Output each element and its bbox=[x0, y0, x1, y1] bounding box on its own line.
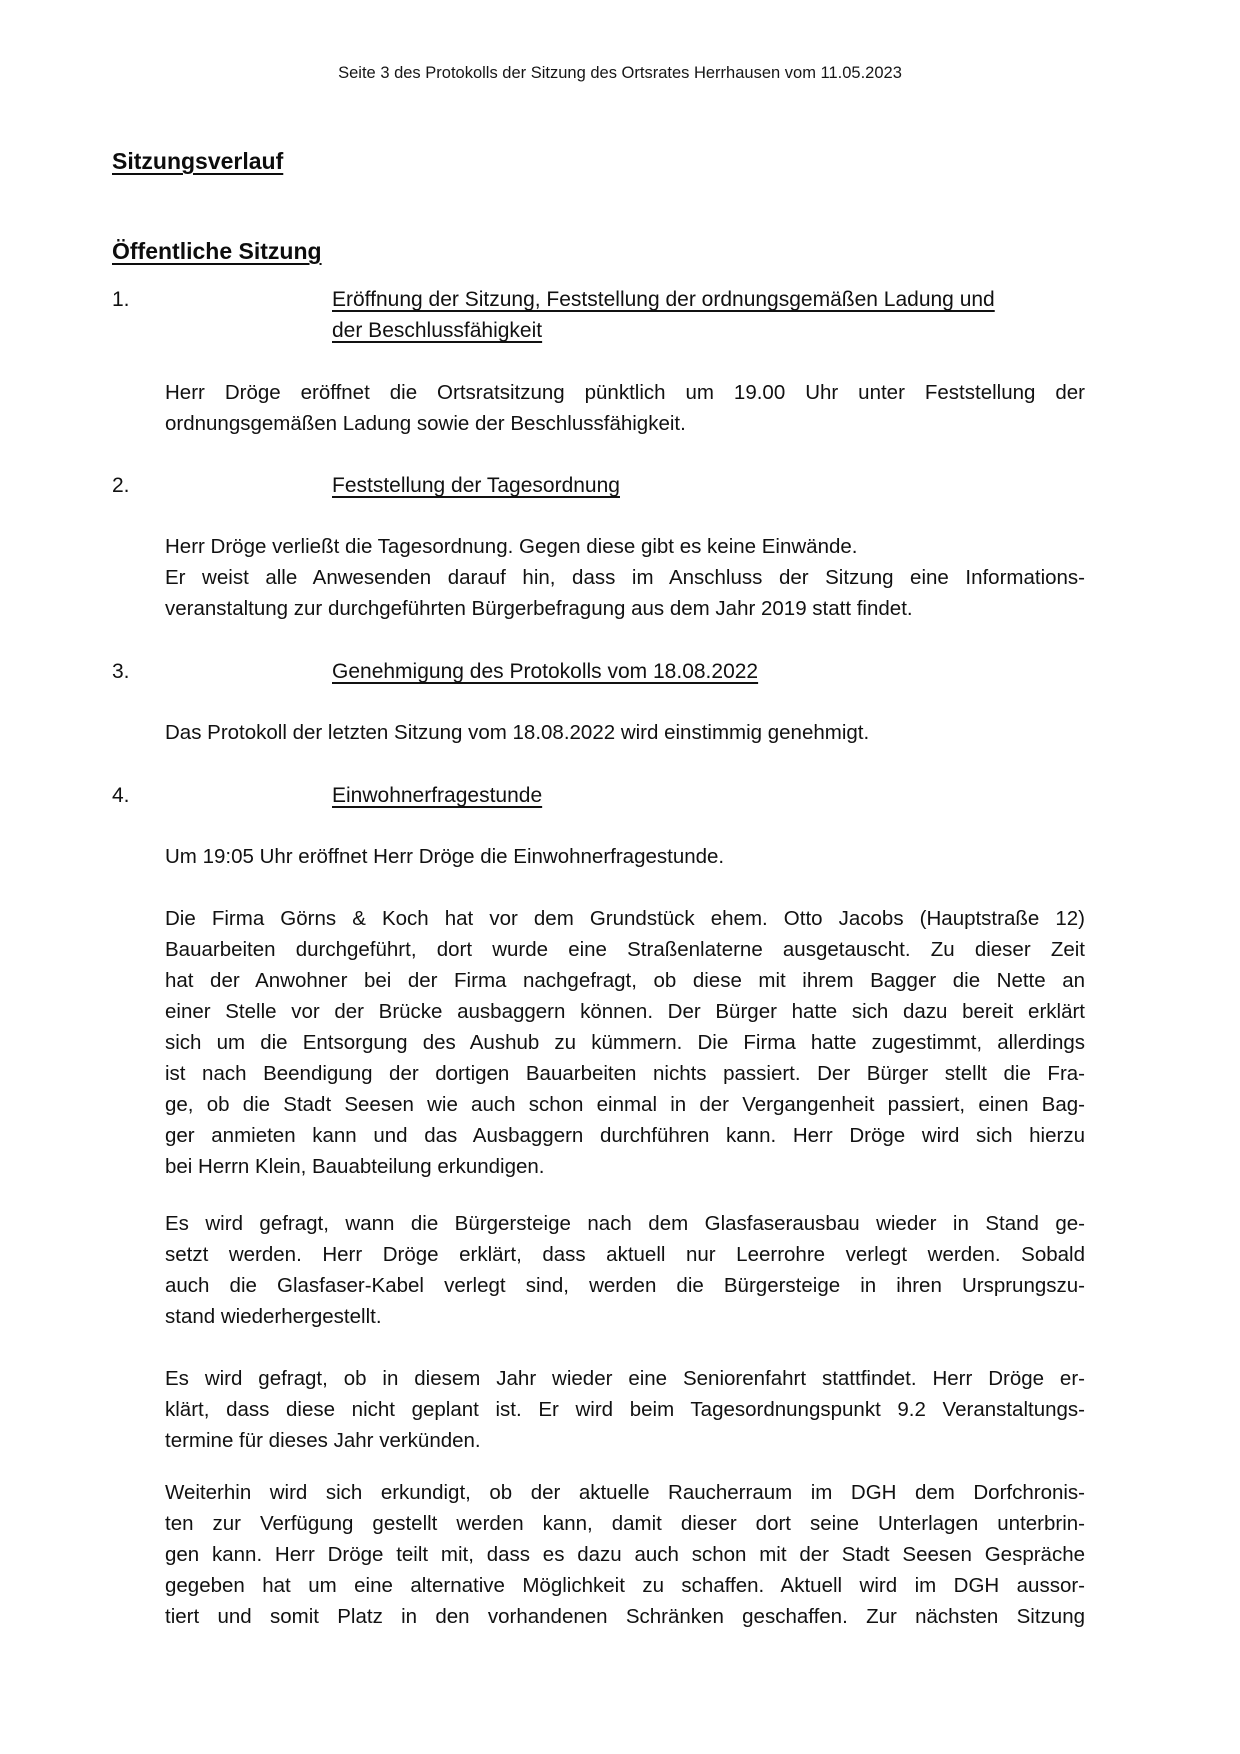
text-line: ten zur Verfügung gestellt werden kann, damit dieser dort seine Unterlagen unterbrin- bbox=[165, 1512, 1085, 1535]
agenda-item-1-title bbox=[332, 284, 1085, 346]
agenda-item-3-title bbox=[332, 656, 1085, 687]
agenda-item-4-number: 4. bbox=[112, 784, 130, 807]
text-line: stand wiederhergestellt. bbox=[165, 1305, 382, 1328]
text-line: termine für dieses Jahr verkünden. bbox=[165, 1429, 481, 1452]
agenda-item-2 bbox=[112, 470, 1085, 501]
agenda-item-1-paragraph-1 bbox=[165, 377, 1085, 439]
text-line: Weiterhin wird sich erkundigt, ob der aktuelle Raucherraum im DGH dem Dorfchronis- bbox=[165, 1481, 1085, 1504]
text-line: Feststellung der Tagesordnung bbox=[332, 474, 620, 497]
agenda-item-4-paragraph-5 bbox=[165, 1477, 1085, 1632]
text-line: Um 19:05 Uhr eröffnet Herr Dröge die Einwohnerfragestunde. bbox=[165, 845, 725, 868]
text-line: Das Protokoll der letzten Sitzung vom 18.08.2022 wird einstimmig genehmigt. bbox=[165, 721, 870, 744]
text-line: tiert und somit Platz in den vorhandenen Schränken geschaffen. Zur nächsten Sitzung bbox=[165, 1605, 1085, 1628]
text-line: Bauarbeiten durchgeführt, dort wurde eine Straßenlaterne ausgetauscht. Zu dieser Zeit bbox=[165, 938, 1085, 961]
text-line: bei Herrn Klein, Bauabteilung erkundigen. bbox=[165, 1155, 545, 1178]
agenda-item-4-paragraph-2 bbox=[165, 903, 1085, 1182]
agenda-item-3-number: 3. bbox=[112, 660, 130, 683]
text-line: sich um die Entsorgung des Aushub zu kümmern. Die Firma hatte zugestimmt, allerdings bbox=[165, 1031, 1085, 1054]
text-line: Es wird gefragt, ob in diesem Jahr wieder eine Seniorenfahrt stattfindet. Herr Dröge er- bbox=[165, 1367, 1085, 1390]
text-line: ge, ob die Stadt Seesen wie auch schon einmal in der Vergangenheit passiert, einen Bag- bbox=[165, 1093, 1085, 1116]
text-line: ist nach Beendigung der dortigen Bauarbeiten nichts passiert. Der Bürger stellt die Fra- bbox=[165, 1062, 1085, 1085]
agenda-item-1-number: 1. bbox=[112, 288, 130, 311]
section-title-oeffentliche-sitzung: Öffentliche Sitzung bbox=[112, 238, 322, 264]
text-line: auch die Glasfaser-Kabel verlegt sind, werden die Bürgersteige in ihren Ursprungszu- bbox=[165, 1274, 1085, 1297]
section-title-sitzungsverlauf: Sitzungsverlauf bbox=[112, 148, 284, 174]
agenda-item-1 bbox=[112, 284, 1085, 346]
agenda-item-4-paragraph-1 bbox=[165, 841, 1085, 872]
agenda-item-2-paragraph-1 bbox=[165, 531, 1085, 624]
text-line: ger anmieten kann und das Ausbaggern durchführen kann. Herr Dröge wird sich hierzu bbox=[165, 1124, 1085, 1147]
text-line: Genehmigung des Protokolls vom 18.08.2022 bbox=[332, 660, 759, 683]
text-line: gegeben hat um eine alternative Möglichkeit zu schaffen. Aktuell wird im DGH aussor- bbox=[165, 1574, 1085, 1597]
text-line: gen kann. Herr Dröge teilt mit, dass es dazu auch schon mit der Stadt Seesen Gespräche bbox=[165, 1543, 1085, 1566]
text-line: ordnungsgemäßen Ladung sowie der Beschlussfähigkeit. bbox=[165, 412, 686, 435]
agenda-item-4 bbox=[112, 780, 1085, 811]
text-line: Er weist alle Anwesenden darauf hin, dass im Anschluss der Sitzung eine Informations- bbox=[165, 566, 1085, 589]
text-line: der Beschlussfähigkeit bbox=[332, 319, 543, 342]
agenda-item-4-paragraph-4 bbox=[165, 1363, 1085, 1456]
text-line: Einwohnerfragestunde bbox=[332, 784, 543, 807]
agenda-item-2-title bbox=[332, 470, 1085, 501]
text-line: Herr Dröge verließt die Tagesordnung. Gegen diese gibt es keine Einwände. bbox=[165, 535, 858, 558]
text-line: setzt werden. Herr Dröge erklärt, dass aktuell nur Leerrohre verlegt werden. Sobald bbox=[165, 1243, 1085, 1266]
agenda-item-3-paragraph-1 bbox=[165, 717, 1085, 748]
page-header: Seite 3 des Protokolls der Sitzung des Ortsrates Herrhausen vom 11.05.2023 bbox=[338, 64, 902, 82]
text-line: Herr Dröge eröffnet die Ortsratsitzung pünktlich um 19.00 Uhr unter Feststellung der bbox=[165, 381, 1085, 404]
text-line: Eröffnung der Sitzung, Feststellung der ordnungsgemäßen Ladung und bbox=[332, 288, 995, 311]
agenda-item-4-paragraph-3 bbox=[165, 1208, 1085, 1332]
text-line: Die Firma Görns & Koch hat vor dem Grundstück ehem. Otto Jacobs (Hauptstraße 12) bbox=[165, 907, 1085, 930]
text-line: veranstaltung zur durchgeführten Bürgerbefragung aus dem Jahr 2019 statt findet. bbox=[165, 597, 913, 620]
text-line: hat der Anwohner bei der Firma nachgefragt, ob diese mit ihrem Bagger die Nette an bbox=[165, 969, 1085, 992]
agenda-item-4-title bbox=[332, 780, 1085, 811]
text-line: Es wird gefragt, wann die Bürgersteige nach dem Glasfaserausbau wieder in Stand ge- bbox=[165, 1212, 1085, 1235]
agenda-item-2-number: 2. bbox=[112, 474, 130, 497]
text-line: einer Stelle vor der Brücke ausbaggern können. Der Bürger hatte sich dazu bereit erklärt bbox=[165, 1000, 1085, 1023]
agenda-item-3 bbox=[112, 656, 1085, 687]
text-line: klärt, dass diese nicht geplant ist. Er wird beim Tagesordnungspunkt 9.2 Veranstaltungs- bbox=[165, 1398, 1085, 1421]
